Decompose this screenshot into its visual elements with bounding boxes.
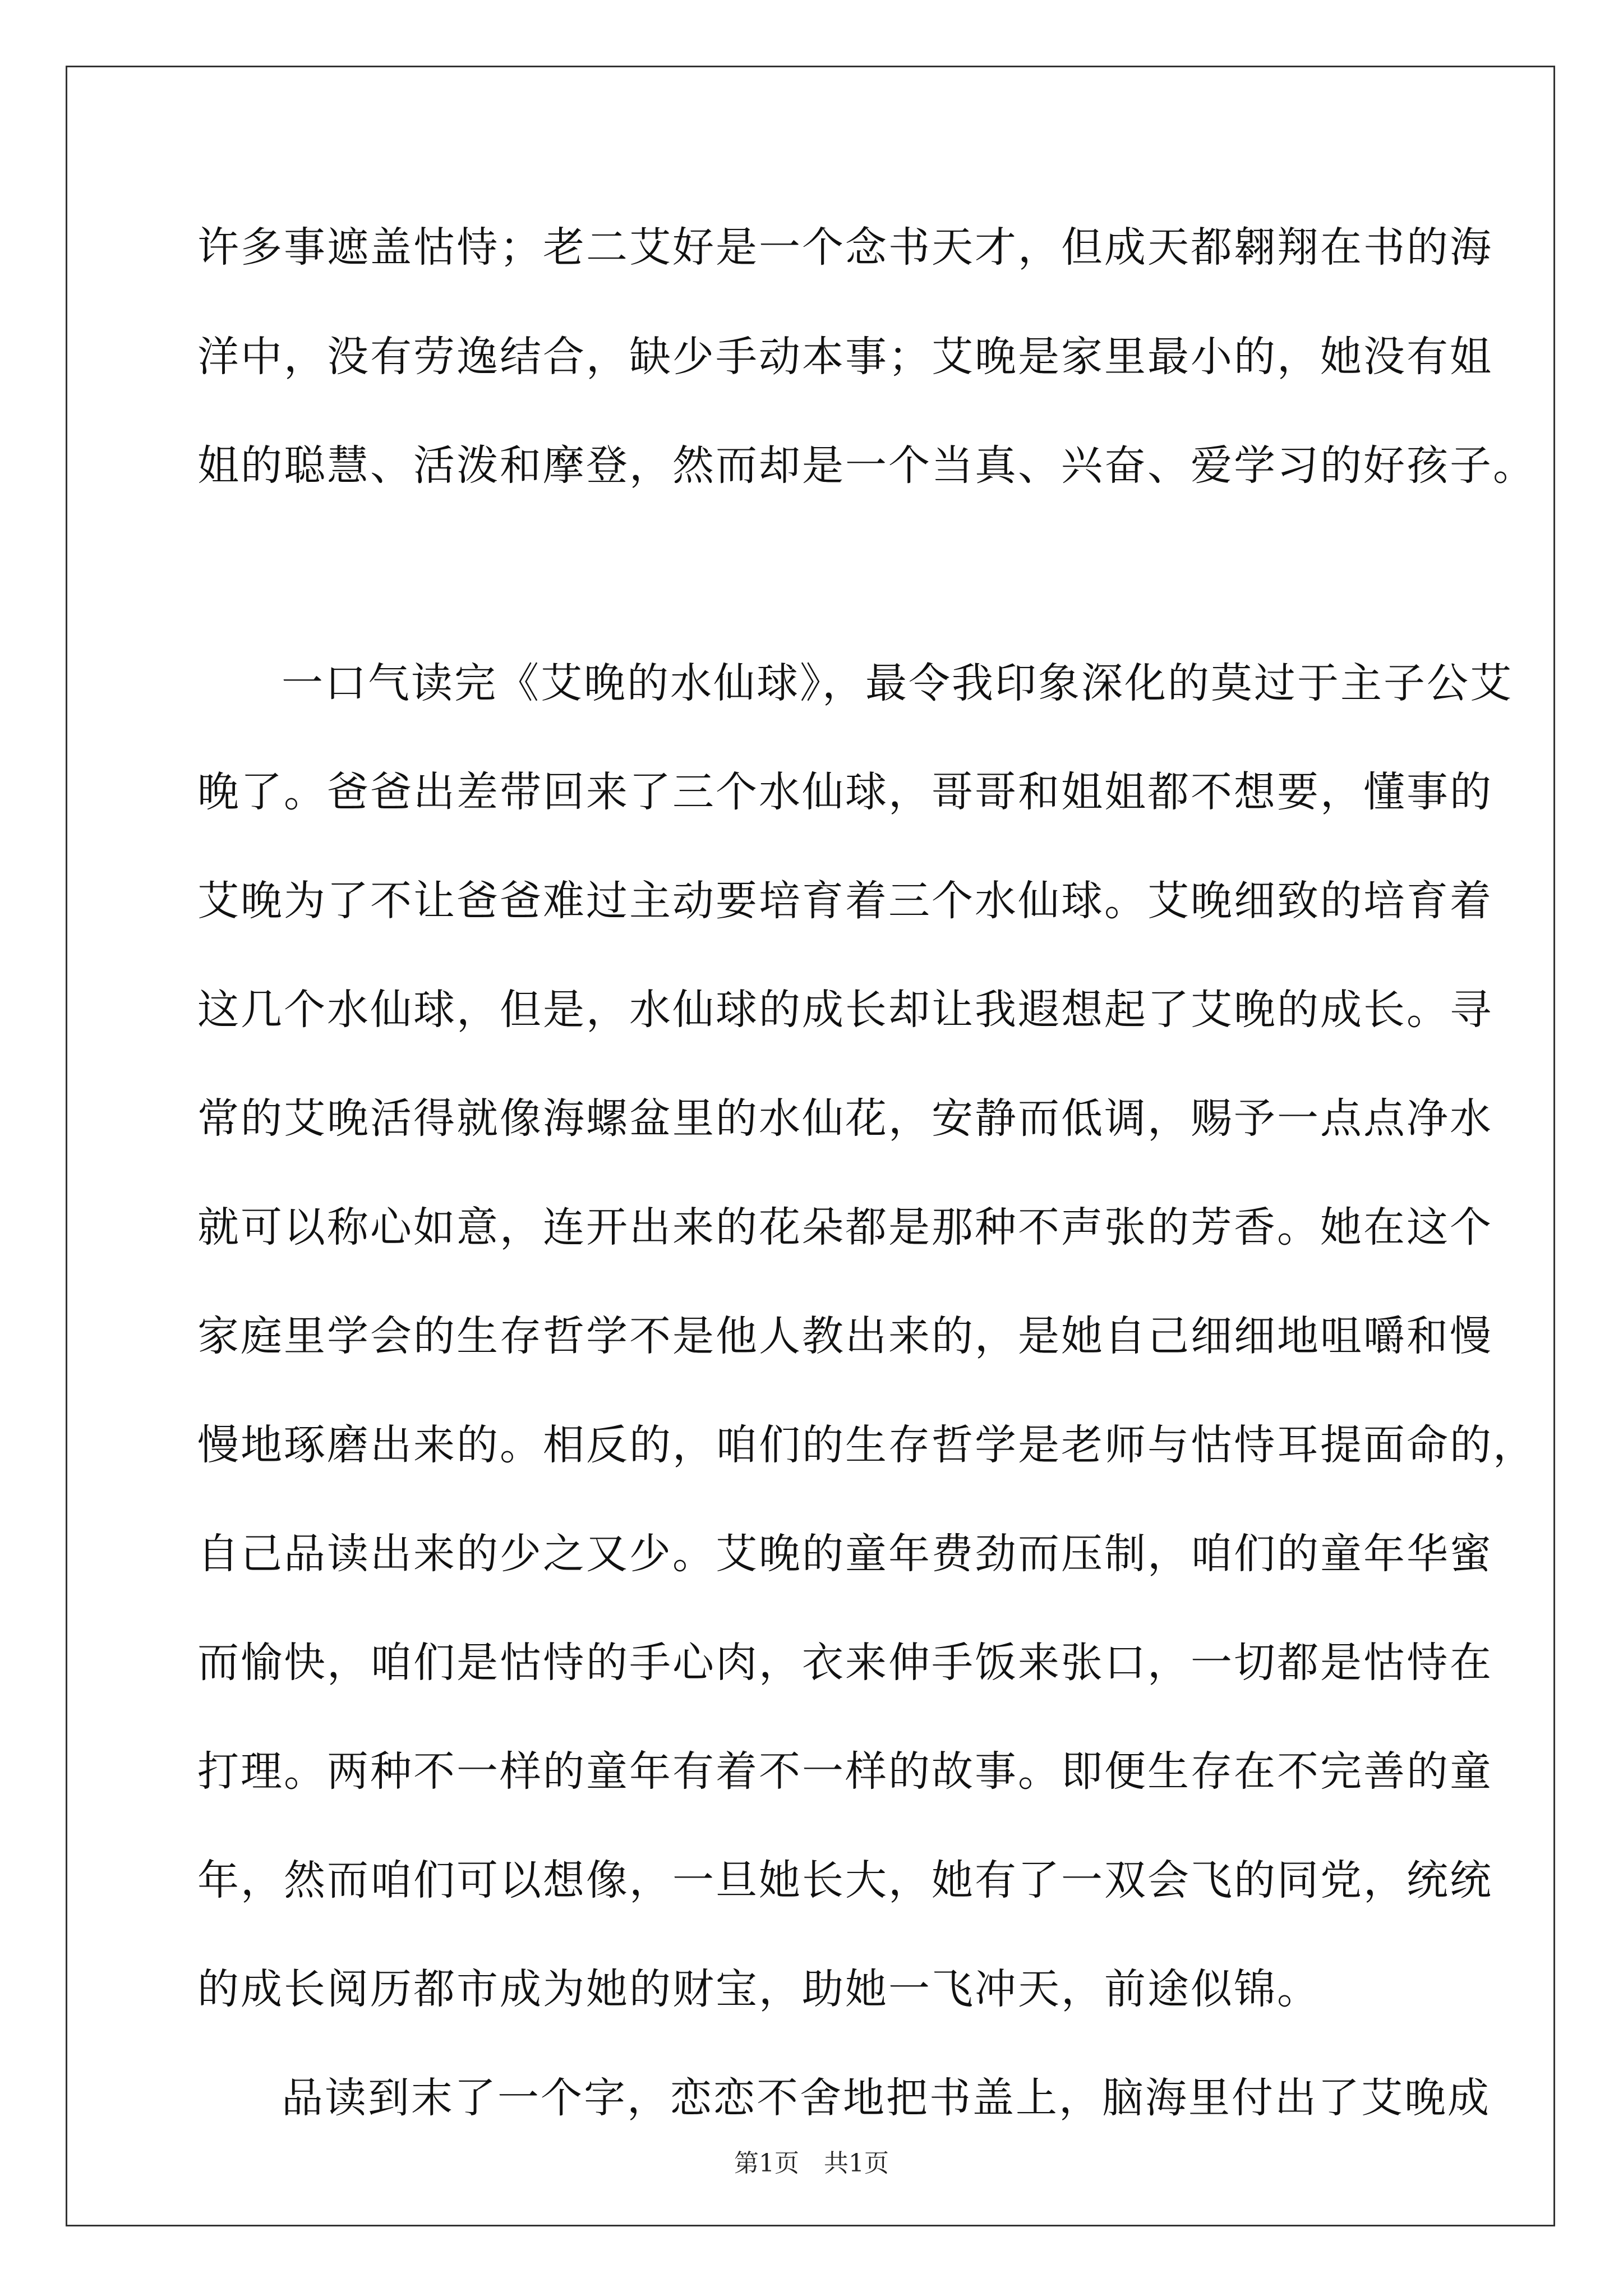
page-number: 第1页 [734,2149,799,2178]
text-line: 就可以称心如意，连开出来的花朵都是那种不声张的芳香。她在这个 [197,1203,1493,1251]
text-line: 打理。两种不一样的童年有着不一样的故事。即便生存在不完善的童 [197,1747,1493,1796]
text-line: 晚了。爸爸出差带回来了三个水仙球，哥哥和姐姐都不想要，懂事的 [197,768,1493,816]
paragraph-start-line: 一口气读完《艾晚的水仙球》，最令我印象深化的莫过于主子公艾 [282,659,1513,707]
page-total: 共1页 [824,2149,889,2178]
text-line: 而愉快，咱们是怙恃的手心肉，衣来伸手饭来张口，一切都是怙恃在 [197,1639,1493,1687]
text-line: 自己品读出来的少之又少。艾晚的童年费劲而压制，咱们的童年华蜜 [197,1530,1493,1578]
text-line: 洋中，没有劳逸结合，缺少手动本事；艾晚是家里最小的，她没有姐 [197,333,1493,381]
text-line: 艾晚为了不让爸爸难过主动要培育着三个水仙球。艾晚细致的培育着 [197,877,1493,925]
text-line: 常的艾晚活得就像海螺盆里的水仙花，安静而低调，赐予一点点净水 [197,1094,1493,1143]
text-line: 许多事遮盖怙恃；老二艾好是一个念书天才，但成天都翱翔在书的海 [197,223,1493,272]
page-footer [0,2151,1623,2176]
text-line: 家庭里学会的生存哲学不是他人教出来的，是她自己细细地咀嚼和慢 [197,1312,1493,1360]
text-line: 姐的聪慧、活泼和摩登，然而却是一个当真、兴奋、爱学习的好孩子。 [197,441,1536,490]
text-line: 年，然而咱们可以想像，一旦她长大，她有了一双会飞的同党，统统 [197,1856,1493,1904]
paragraph-start-line: 品读到末了一个字，恋恋不舍地把书盖上，脑海里付出了艾晚成 [282,2074,1491,2122]
text-line: 的成长阅历都市成为她的财宝，助她一飞冲天，前途似锦。 [197,1965,1320,2013]
text-line: 这几个水仙球，但是，水仙球的成长却让我遐想起了艾晚的成长。寻 [197,986,1493,1034]
text-line: 慢地琢磨出来的。相反的，咱们的生存哲学是老师与怙恃耳提面命的， [197,1421,1536,1469]
